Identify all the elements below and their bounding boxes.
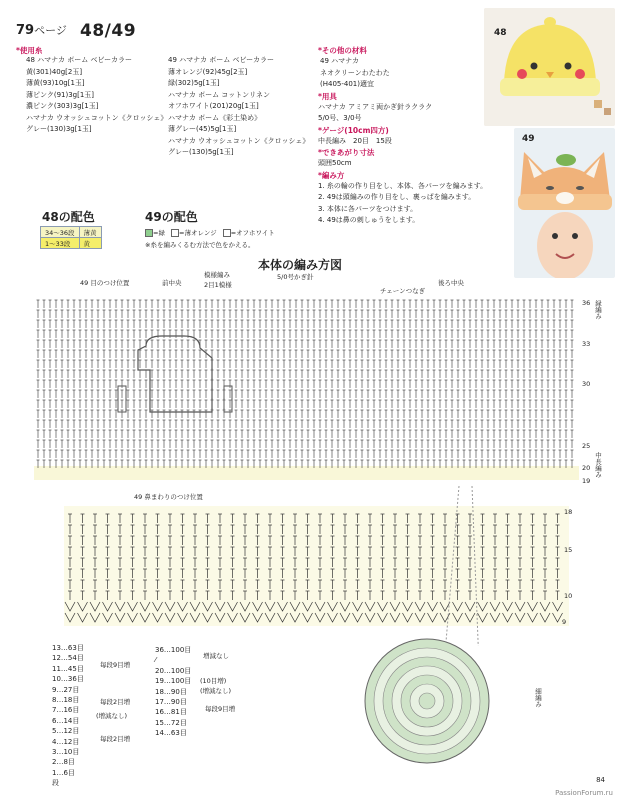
color48-table (40, 226, 102, 249)
info-line: 3. 本体に各パーツをつけます。 (318, 204, 418, 213)
increase-row: 17…90目 (155, 698, 187, 707)
info-line: 49 ハマナカ (320, 57, 359, 65)
color49-title: 49の配色 (145, 210, 198, 224)
info-line: (H405-401)適宜 (320, 80, 374, 88)
material-line: オフホワイト(201)20g[1玉] (168, 102, 259, 110)
increase-row: 20…100目 (155, 666, 192, 675)
material-line: 薄オレンジ(92)45g[2玉] (168, 67, 248, 76)
right-info-column (318, 45, 487, 227)
label-single-crochet: 細編み (534, 688, 542, 708)
increase-row: 1…6目 (52, 768, 75, 777)
increase-note: 増減なし (203, 652, 229, 660)
material-line: 薄黄(93)10g[1玉] (26, 79, 85, 87)
info-line: 1. 糸の輪の作り目をし、本体、各パーツを編みます。 (318, 181, 488, 190)
increase-row: 段 (52, 779, 59, 788)
other-materials-title: *その他の材料 (318, 46, 367, 55)
increase-row: 12…54目 (52, 654, 84, 663)
row-number: 19 (582, 477, 591, 485)
page-number: 84 (596, 776, 605, 784)
info-line: 5/0号、3/0号 (318, 114, 362, 122)
row-number: 15 (564, 546, 573, 554)
increase-note: (10目増) (200, 677, 227, 685)
table-row (41, 238, 102, 249)
photo-48 (484, 8, 615, 126)
page-reference: 79ページ (16, 23, 67, 38)
material-line: 薄グレー(45)5g[1玉] (168, 125, 237, 133)
info-line: ハマナカ アミアミ両かぎ針ラクラク (318, 102, 433, 111)
label-half-double: 中長編み (594, 452, 602, 478)
label-back-center: 後ろ中央 (438, 279, 464, 287)
materials-48-list (26, 55, 167, 136)
gauge-title: *ゲージ(10cm四方) (318, 125, 389, 135)
increase-row: 9…27目 (52, 685, 80, 694)
material-line: ハマナカ ウオッシュコットン《クロッシェ》 (26, 113, 168, 122)
row-number: 30 (582, 380, 591, 388)
increase-row: 4…12目 (52, 737, 80, 746)
label-pattern-repeat: 2目1模様 (204, 281, 232, 289)
materials-title: *使用糸 (16, 46, 43, 55)
label-chain-join: チェーンつなぎ (380, 287, 426, 295)
material-line: 49 ハマナカ ボーム ベビーカラー (168, 56, 275, 64)
increase-row: 16…81目 (155, 708, 187, 717)
label-eye-position: 49 目のつけ位置 (80, 279, 130, 287)
label-front-center: 前中央 (162, 279, 182, 287)
info-line: 4. 49は鼻の刺しゅうをします。 (318, 216, 420, 224)
label-nose-position: 49 鼻まわりのつけ位置 (134, 493, 203, 501)
increase-row: 36…100目 (155, 646, 192, 654)
photo-49-label: 49 (522, 134, 535, 144)
info-line: 頭囲50cm (318, 159, 352, 167)
crown-ring (419, 693, 435, 709)
color49-legend: =緑 =薄オレンジ =オフホワイト (145, 228, 275, 237)
increase-row: 15…72目 (155, 718, 187, 727)
diagram-title: 本体の編み方図 (258, 258, 343, 272)
diagram-hook: 5/0号かぎ針 (277, 273, 314, 281)
increase-row: 13…63目 (52, 644, 84, 652)
row-number: 33 (582, 340, 591, 348)
watermark-site: PassionForum.ru (555, 789, 613, 797)
material-line: 緑(302)5g[1玉] (168, 79, 220, 87)
color49-note: ※糸を編みくるむ方法で色をかえる。 (145, 241, 255, 249)
increase-row: 2…8目 (52, 758, 75, 767)
increase-note: (増減なし) (200, 687, 232, 695)
crochet-chart (34, 286, 594, 646)
color48-title: 48の配色 (42, 210, 95, 224)
row-range: 34〜36段 (41, 227, 80, 238)
highlight-band (34, 466, 579, 480)
info-line: 2. 49は頭編みの作り目をし、裏っぱを編みます。 (318, 193, 476, 201)
material-line: 薄ピンク(91)3g[1玉] (26, 90, 95, 99)
increase-table-left (52, 643, 84, 789)
increase-row: 5…12目 (52, 727, 80, 736)
materials-49-list (168, 55, 309, 159)
crown-round-chart (362, 636, 492, 766)
row-number: 18 (564, 508, 573, 516)
increase-row: 11…45目 (52, 664, 84, 673)
method-title: *編み方 (318, 170, 345, 180)
material-line: グレー(130)3g[1玉] (26, 125, 92, 133)
label-pattern: 模様編み (204, 271, 230, 279)
model-number-title: 48/49 (80, 21, 137, 41)
row-range: 1〜33段 (41, 238, 80, 249)
increase-row: 8…18目 (52, 696, 80, 705)
tools-title: *用具 (318, 91, 337, 101)
material-line: ハマナカ ボーム《彩土染め》 (168, 113, 262, 122)
size-title: *できあがり寸法 (318, 148, 375, 157)
legend-swatch (145, 229, 153, 237)
row-number: 10 (564, 592, 573, 600)
increase-row: ⁄ (155, 656, 157, 665)
increase-note: 毎段2目増 (100, 735, 131, 743)
material-line: ハマナカ ボーム コットンリネン (168, 90, 271, 99)
increase-row: 14…63目 (155, 729, 187, 738)
increase-row: 18…90目 (155, 687, 187, 696)
material-line: 黄(301)40g[2玉] (26, 67, 83, 76)
increase-row: 3…10目 (52, 748, 80, 757)
increase-table-right (155, 645, 191, 739)
table-row (41, 227, 102, 238)
photo-49 (514, 128, 615, 278)
row-number: 25 (582, 442, 591, 450)
increase-row: 6…14目 (52, 716, 80, 725)
increase-note: 毎段9目増 (205, 705, 236, 713)
material-line: ハマナカ ウオッシュコットン《クロッシェ》 (168, 136, 310, 145)
row-color: 薄黄 (79, 227, 101, 238)
info-line: ネオクリーンわたわた (320, 68, 390, 77)
row-number: 36 (582, 299, 591, 307)
increase-row: 10…36目 (52, 675, 84, 684)
material-line: 濃ピンク(303)3g[1玉] (26, 102, 99, 110)
eye-outline (138, 336, 212, 412)
increase-note: 毎段9目増 (100, 661, 131, 669)
material-line: 48 ハマナカ ボーム ベビーカラー (26, 56, 133, 64)
row-number: 9 (562, 618, 567, 626)
legend-swatch (171, 229, 179, 237)
material-line: グレー(130)5g[1玉] (168, 148, 234, 156)
row-number: 20 (582, 464, 591, 472)
legend-swatch (223, 229, 231, 237)
increase-note: (増減なし) (96, 712, 128, 720)
increase-row: 7…16目 (52, 706, 80, 715)
increase-note: 毎段2目増 (100, 698, 131, 706)
label-edge-knit: 縁編み (594, 300, 602, 320)
row-color: 黄 (79, 238, 101, 249)
photo-48-label: 48 (494, 28, 507, 38)
increase-row: 19…100目 (155, 677, 192, 686)
info-line: 中長編み 20目 15段 (318, 136, 392, 145)
